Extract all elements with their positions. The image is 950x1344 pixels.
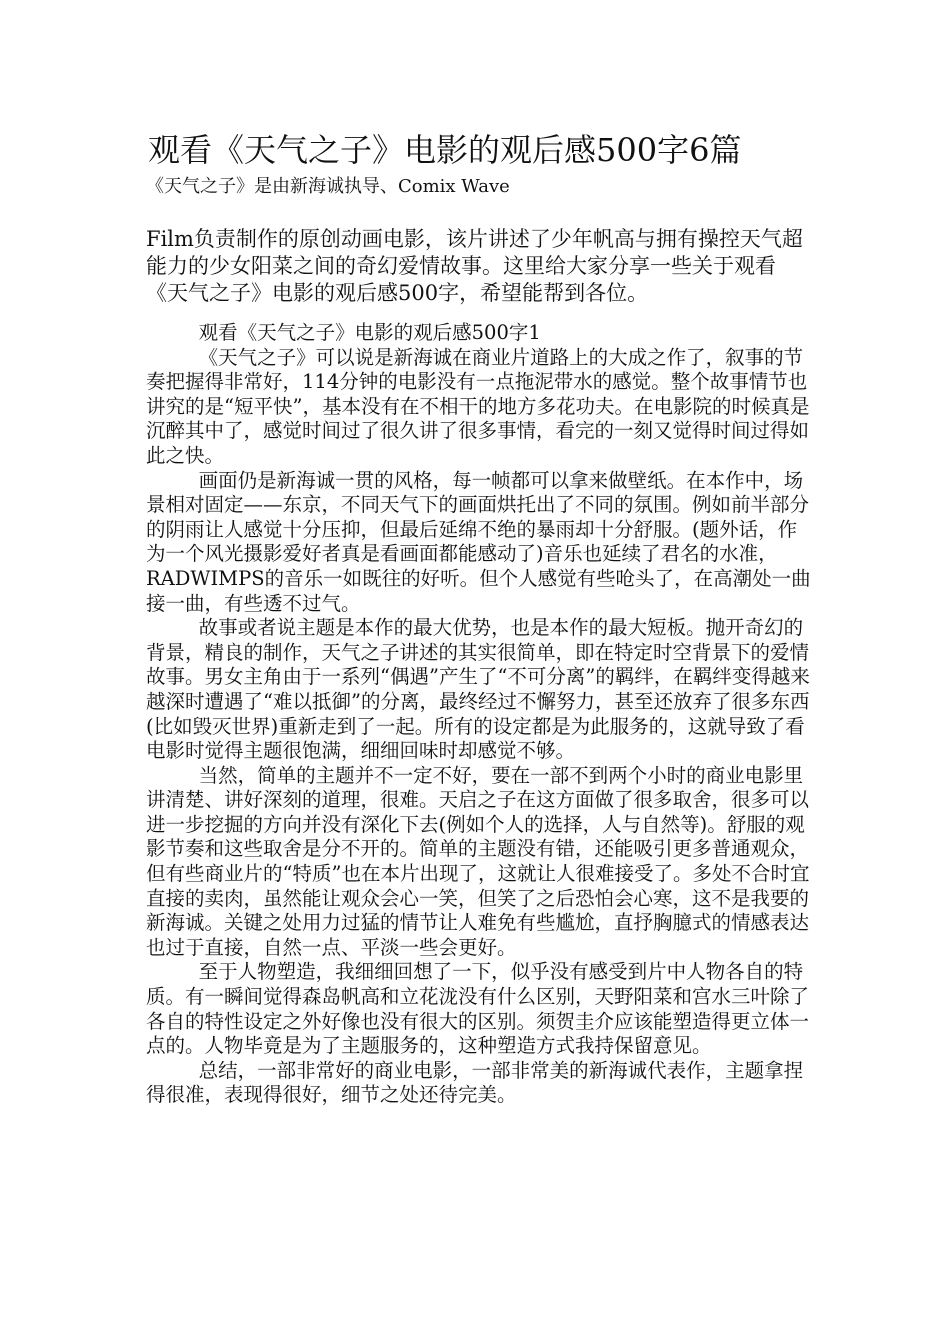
body-paragraph: 画面仍是新海诚一贯的风格，每一帧都可以拿来做壁纸。在本作中，场景相对固定——东京，不同天气下的画面烘托出了不同的氛围。例如前半部分的阴雨让人感觉十分压抑，但最后延绵不绝的暴雨却十分舒服。(题外话，作为一个风光摄影爱好者真是看画面都能感动了)音乐也延续了君名的水准，RADWIMPS的音乐一如既往的好听。但个人感觉有些呛头了，在高潮处一曲接一曲，有些透不过气。	[146, 468, 811, 615]
document-title: 观看《天气之子》电影的观后感500字6篇	[148, 131, 742, 169]
body-paragraph: 《天气之子》可以说是新海诚在商业片道路上的大成之作了，叙事的节奏把握得非常好，114分钟的电影没有一点拖泥带水的感觉。整个故事情节也讲究的是“短平快”，基本没有在不相干的地方多花功夫。在电影院的时候真是沉醉其中了，感觉时间过了很久讲了很多事情，看完的一刻又觉得时间过得如此之快。	[146, 345, 810, 467]
body-paragraph: 至于人物塑造，我细细回想了一下，似乎没有感受到片中人物各自的特质。有一瞬间觉得森岛帆高和立花泷没有什么区别，天野阳菜和宫水三叶除了各自的特性设定之外好像也没有很大的区别。须贺圭介应该能塑造得更立体一点的。人物毕竟是为了主题服务的，这种塑造方式我持保留意见。	[146, 960, 810, 1058]
body-paragraph: 当然，简单的主题并不一定不好，要在一部不到两个小时的商业电影里讲清楚、讲好深刻的道理，很难。天启之子在这方面做了很多取舍，很多可以进一步挖掘的方向并没有深化下去(例如个人的选择，人与自然等)。舒服的观影节奏和这些取舍是分不开的。简单的主题没有错，还能吸引更多普通观众，但有些商业片的“特质”也在本片出现了，这就让人很难接受了。多处不合时宜直接的卖肉，虽然能让观众会心一笑，但笑了之后恐怕会心寒，这不是我要的新海诚。关键之处用力过猛的情节让人难免有些尴尬，直抒胸臆式的情感表达也过于直接，自然一点、平淡一些会更好。	[146, 763, 810, 959]
section-heading: 观看《天气之子》电影的观后感500字1	[198, 321, 541, 344]
article-body	[146, 321, 814, 1108]
document-subtitle: 《天气之子》是由新海诚执导、Comix Wave	[146, 176, 510, 197]
intro-paragraph: Film负责制作的原创动画电影，该片讲述了少年帆高与拥有操控天气超能力的少女阳菜之间的奇幻爱情故事。这里给大家分享一些关于观看《天气之子》电影的观后感500字，希望能帮到各位。	[146, 227, 803, 305]
body-paragraph: 总结，一部非常好的商业电影，一部非常美的新海诚代表作，主题拿捏得很准，表现得很好，细节之处还待完美。	[146, 1058, 804, 1107]
body-paragraph: 故事或者说主题是本作的最大优势，也是本作的最大短板。抛开奇幻的背景，精良的制作，天气之子讲述的其实很简单，即在特定时空背景下的爱情故事。男女主角由于一系列“偶遇”产生了“不可分离”的羁绊，在羁绊变得越来越深时遭遇了“难以抵御”的分离，最终经过不懈努力，甚至还放弃了很多东西(比如毁灭世界)重新走到了一起。所有的设定都是为此服务的，这就导致了看电影时觉得主题很饱满，细细回味时却感觉不够。	[146, 616, 810, 763]
